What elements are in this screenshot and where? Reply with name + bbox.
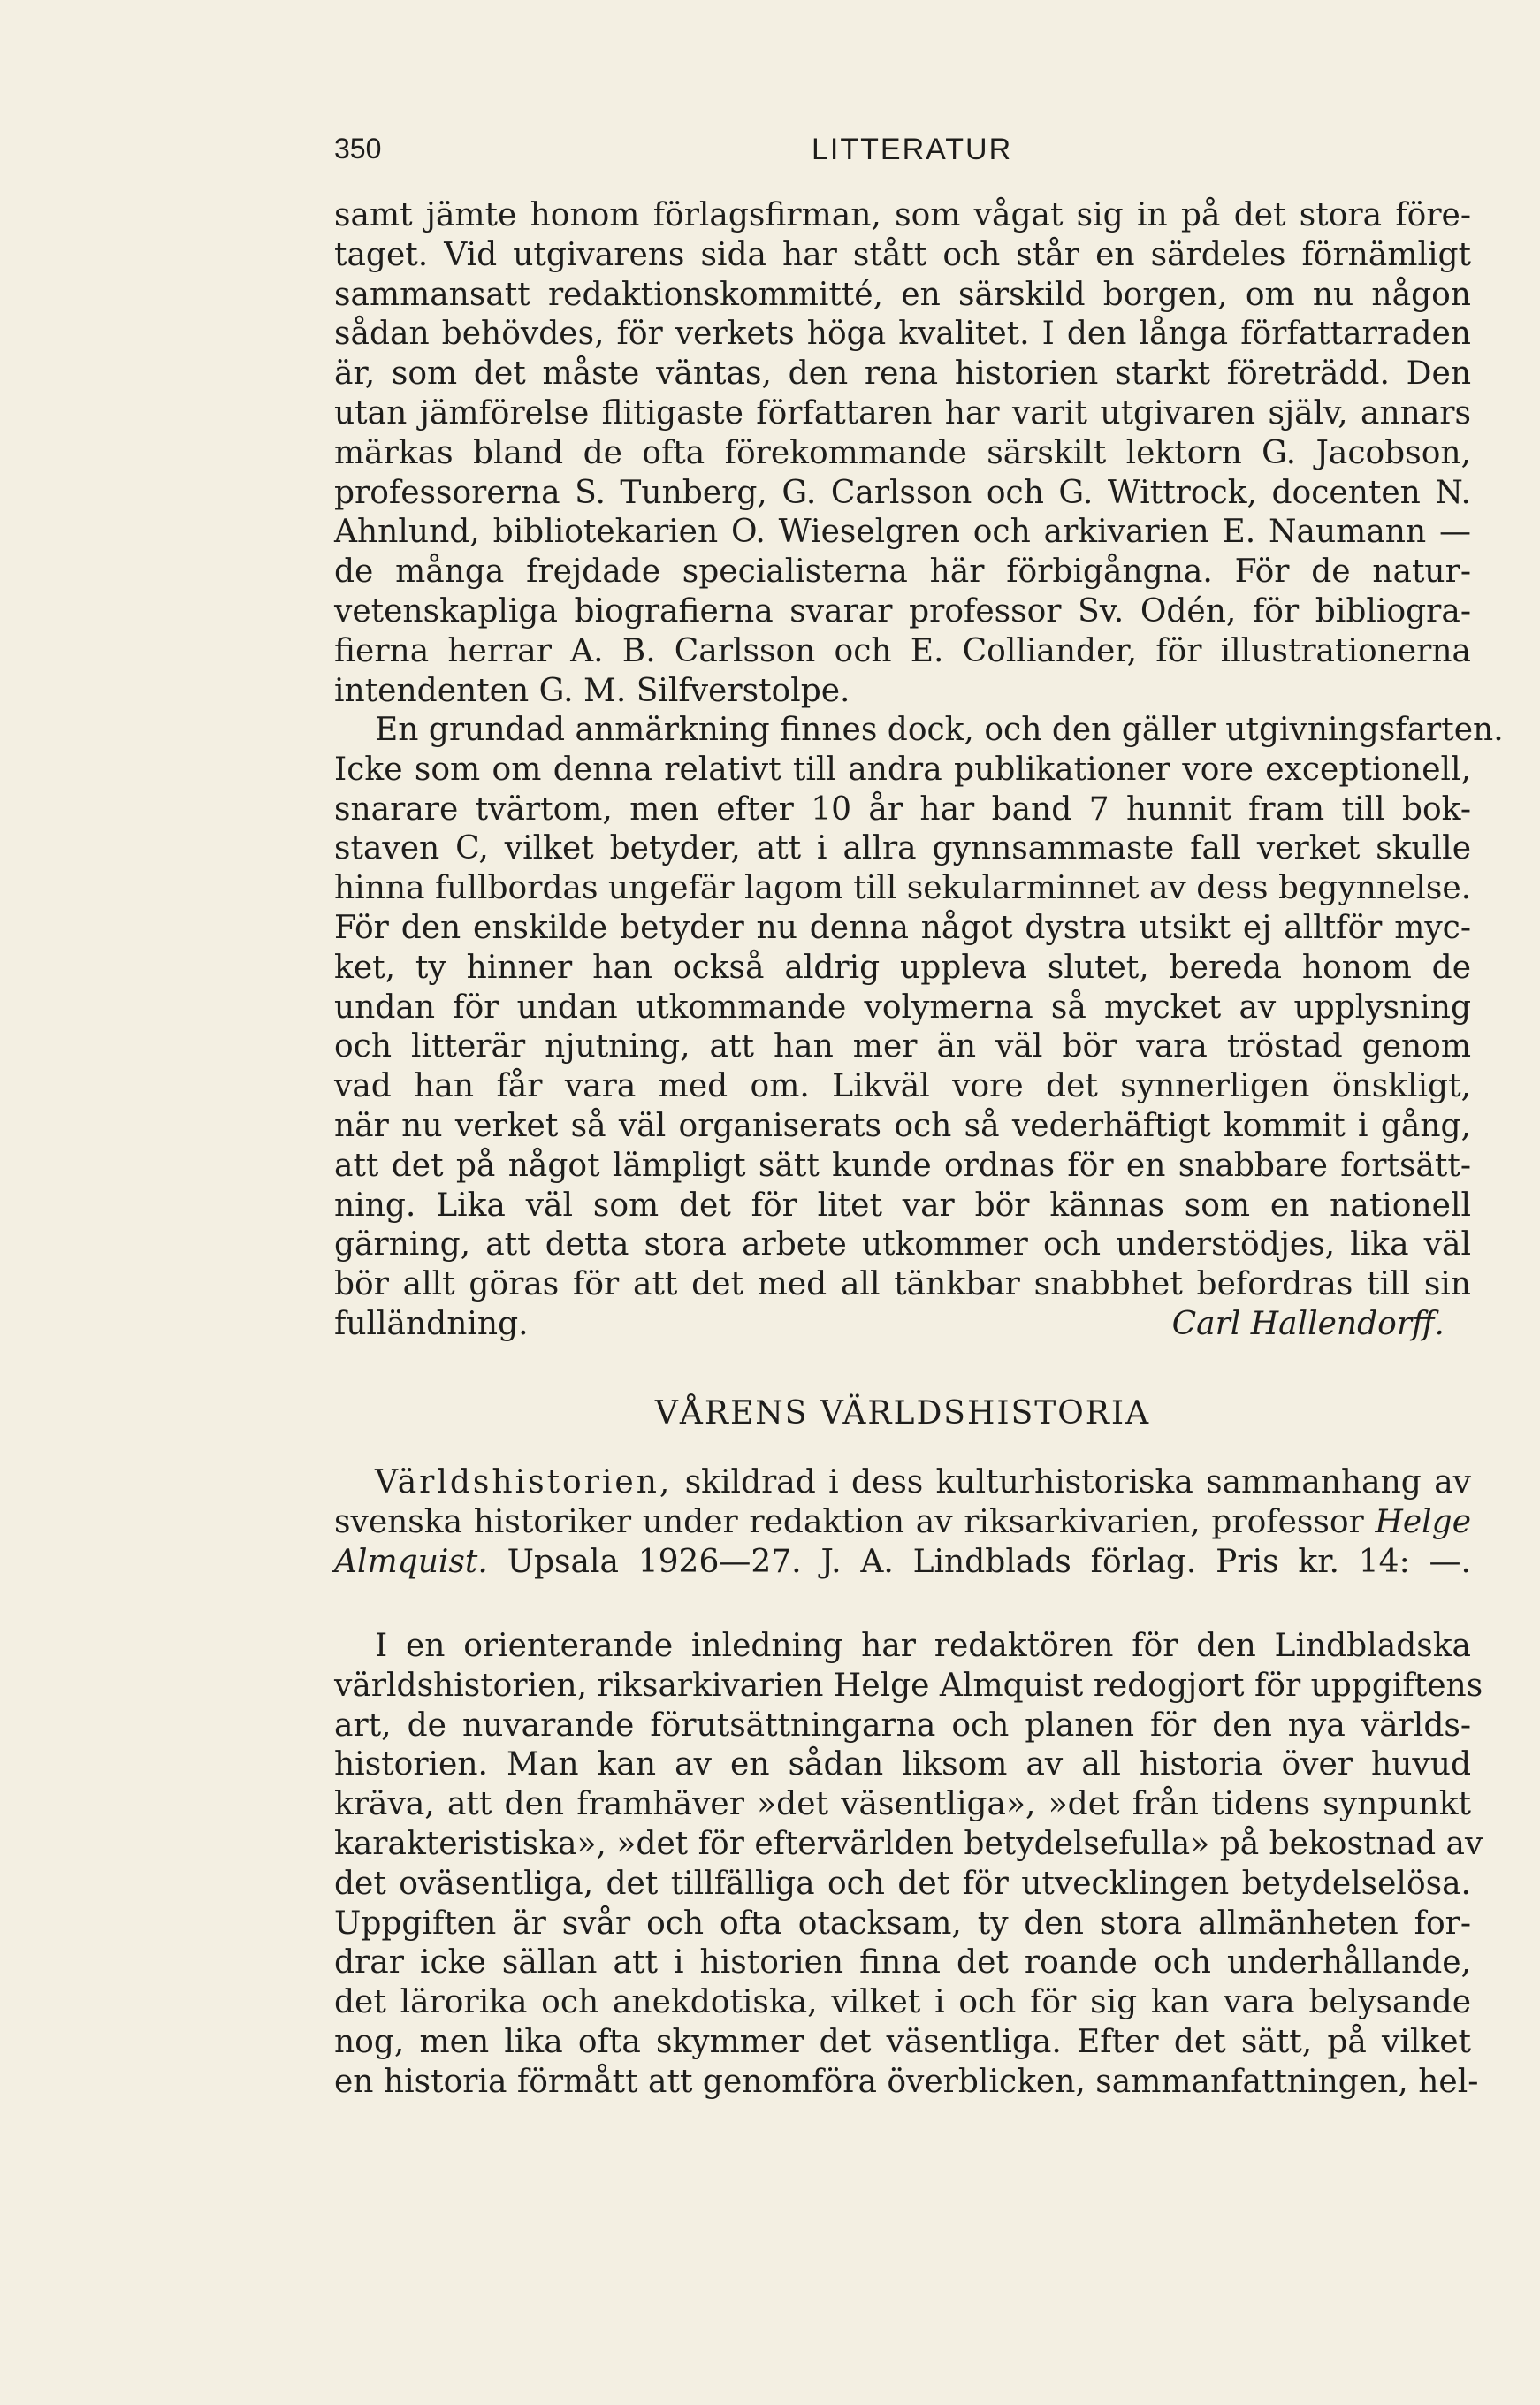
editor-credit: svenska historiker under redaktion av riksarkivarien, professor [334,1503,1376,1540]
text-line: drar icke sällan att i historien finna det roande och underhållande, [334,1944,1471,1981]
text-line: En grundad anmärkning finnes dock, och den gäller utgivningsfarten. [375,712,1504,748]
text-line: är, som det måste väntas, den rena historien starkt företrädd. Den [334,355,1471,393]
text-line: att det på något lämpligt sätt kunde ordnas för en snabbare fortsätt- [334,1147,1471,1184]
text-line: det oväsentliga, det tillfälliga och det för utvecklingen betydelselösa. [334,1865,1471,1902]
text-line: staven C, vilket betyder, att i allra gynnsammaste fall verket skulle [334,830,1471,867]
text-line: märkas bland de ofta förekommande särskilt lektorn G. Jacobson, [334,434,1471,471]
text-line: vetenskapliga biografierna svarar professor Sv. Odén, för bibliogra- [334,592,1471,630]
text-line: en historia förmått att genomföra överblicken, sammanfattningen, hel- [334,2063,1479,2100]
section-heading: VÅRENS VÄRLDSHISTORIA [654,1395,1151,1432]
book-title: Världshistorien, [375,1464,673,1500]
closing-word: fulländning. [334,1305,529,1342]
text-line: hinna fullbordas ungefär lagom till sekularminnet av dess begynnelse. [334,870,1472,907]
text-line: utan jämförelse flitigaste författaren har varit utgivaren själv, annars [334,394,1471,431]
review-line-3 [334,1543,1471,1583]
text-line: sådan behövdes, för verkets höga kvalitet. I den långa författarraden [334,316,1471,353]
text-line: vad han får vara med om. Likväl vore det synnerligen önskligt, [334,1068,1471,1105]
text-line: historien. Man kan av en sådan liksom av all historia över huvud [334,1746,1471,1783]
text-line: snarare tvärtom, men efter 10 år har band 7 hunnit fram till bok- [334,790,1471,828]
text-line: I en orienterande inledning har redaktören för den Lindbladska [375,1628,1471,1664]
text-line: intendenten G. M. Silfverstolpe. [334,672,850,709]
text-line: världshistorien, riksarkivarien Helge Almquist redogjort för uppgiftens [334,1667,1483,1704]
author-signature: Carl Hallendorff. [1171,1305,1445,1342]
text-line: samt jämte honom förlagsfirman, som vågat sig in på det stora före- [334,197,1471,233]
text-line: undan för undan utkommande volymerna så mycket av upplysning [334,989,1471,1026]
text-line: nog, men lika ofta skymmer det väsentliga. Efter det sätt, på vilket [334,2023,1471,2060]
page-number: 350 [334,133,382,164]
book-description: skildrad i dess kulturhistoriska sammanhang av [672,1464,1471,1500]
text-line: karakteristiska», »det för eftervärlden betydelsefulla» på bekostnad av [334,1825,1483,1862]
text-line: För den enskilde betyder nu denna något dystra utsikt ej alltför myc- [334,909,1471,946]
text-line: när nu verket så väl organiserats och så vederhäftigt kommit i gång, [334,1107,1471,1144]
text-line: Ahnlund, bibliotekarien O. Wieselgren och arkivarien E. Naumann — [334,514,1471,551]
text-line: professorerna S. Tunberg, G. Carlsson och G. Wittrock, docenten N. [334,474,1471,511]
editor-first-name: Helge [1375,1503,1471,1540]
closing-line [334,1305,1471,1345]
text-line: det lärorika och anekdotiska, vilket i och för sig kan vara belysande [334,1984,1471,2021]
text-line: gärning, att detta stora arbete utkommer och understödjes, lika väl [334,1226,1471,1264]
text-line: kräva, att den framhäver »det väsentliga», »det från tidens synpunkt [334,1786,1471,1823]
paragraph-2 [334,711,1504,1345]
text-line: ning. Lika väl som det för litet var bör kännas som en nationell [334,1187,1471,1224]
text-line: och litterär njutning, att han mer än väl bör vara tröstad genom [334,1028,1471,1065]
running-title: LITTERATUR [812,133,1013,166]
text-line: ket, ty hinner han också aldrig uppleva slutet, bereda honom de [334,949,1471,986]
publication-details: Upsala 1926—27. J. A. Lindblads förlag. Pris kr. 14: —. [487,1543,1471,1580]
text-line: Uppgiften är svår och ofta otacksam, ty den stora allmänheten for- [334,1905,1471,1942]
running-head [334,133,1478,172]
text-line: Icke som om denna relativt till andra publikationer vore exceptionell, [334,751,1471,788]
paragraph-1 [334,196,1471,711]
review-line-2 [334,1503,1471,1543]
paragraph-3 [334,1627,1483,2103]
review-entry [334,1463,1471,1582]
text-line: de många frejdade specialisterna här förbigångna. För de natur- [334,554,1471,591]
text-line: sammansatt redaktionskommitté, en särskild borgen, om nu någon [334,276,1471,313]
editor-last-name: Almquist. [334,1543,488,1580]
text-line: taget. Vid utgivarens sida har stått och står en särdeles förnämligt [334,236,1471,273]
text-line: fierna herrar A. B. Carlsson och E. Colliander, för illustrationerna [334,632,1471,669]
review-line-1 [334,1463,1471,1503]
text-line: bör allt göras för att det med all tänkbar snabbhet befordras till sin [334,1266,1471,1303]
text-line: art, de nuvarande förutsättningarna och planen för den nya världs- [334,1706,1471,1744]
